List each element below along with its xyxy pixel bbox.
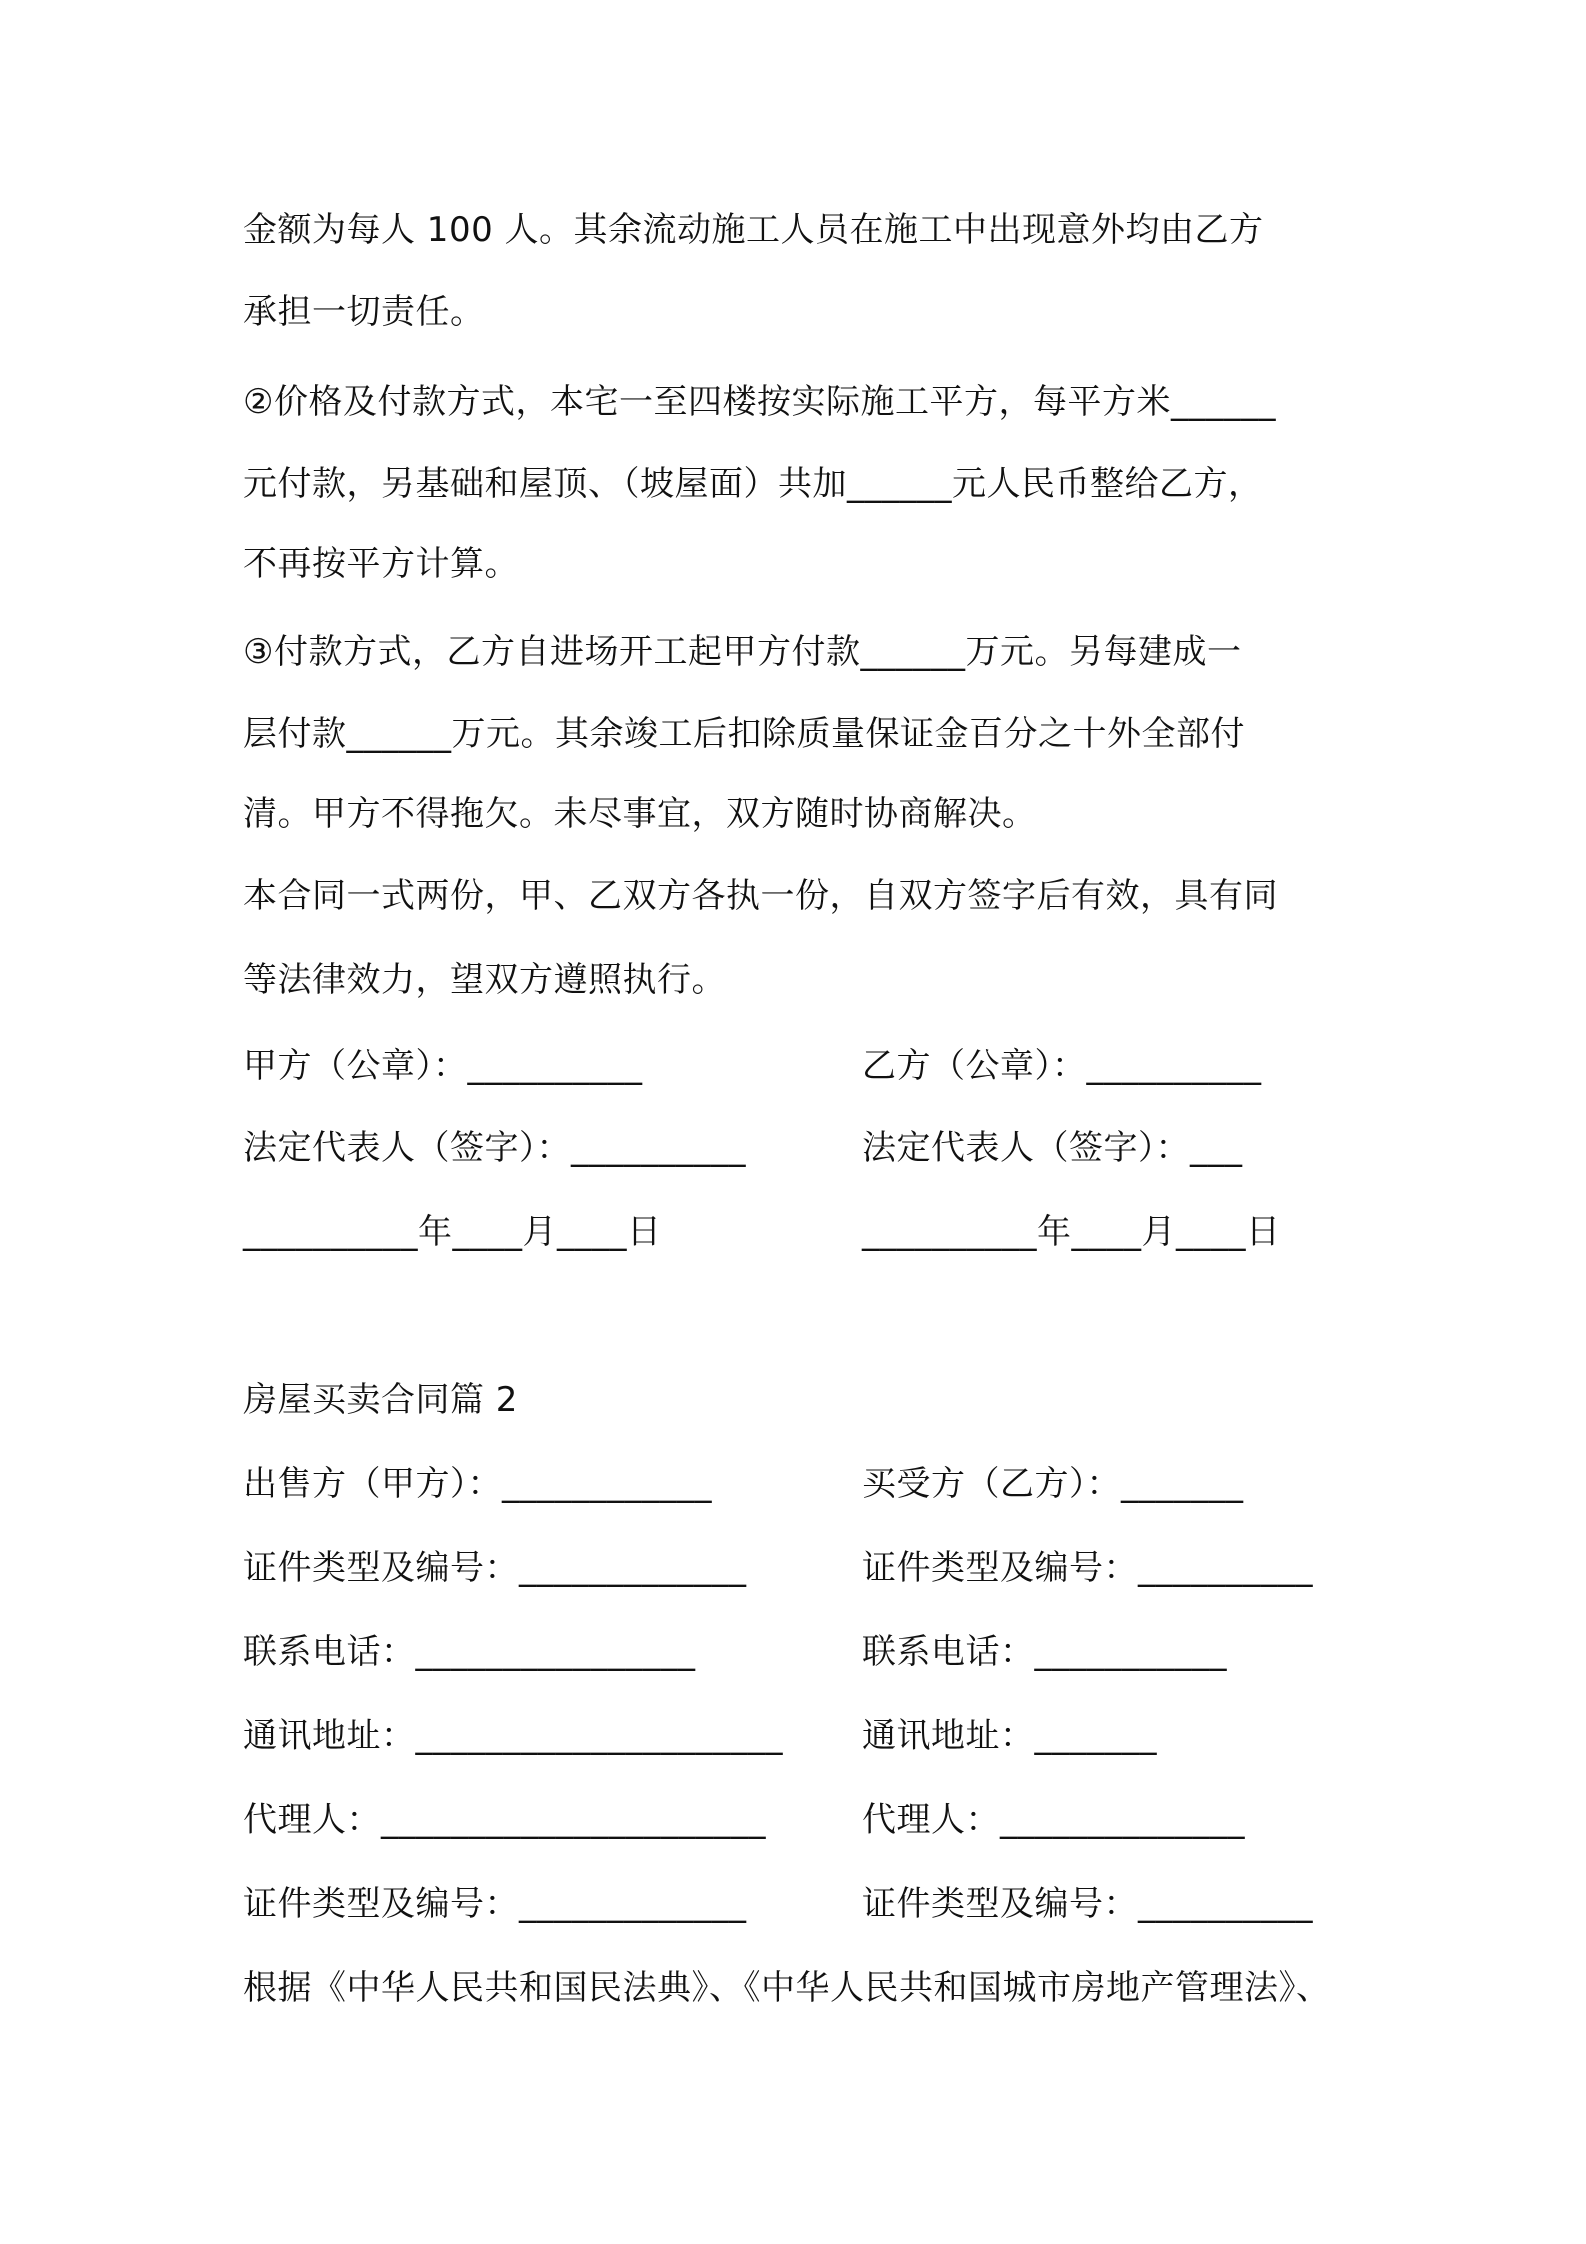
party-b-date: __________年____月____日 [862,1212,1281,1252]
body-line: ③付款方式，乙方自进场开工起甲方付款______万元。另每建成一 [243,632,1242,672]
seller-id-field: 证件类型及编号：_____________ [243,1548,747,1588]
section-title: 房屋买卖合同篇 2 [243,1380,518,1420]
party-b-representative: 法定代表人（签字）：___ [862,1128,1243,1168]
buyer-id-field: 证件类型及编号：__________ [862,1548,1313,1588]
party-a-date: __________年____月____日 [243,1212,662,1252]
buyer-field: 买受方（乙方）：_______ [862,1464,1244,1504]
party-a-representative: 法定代表人（签字）：__________ [243,1128,746,1168]
buyer-address-field: 通讯地址：_______ [862,1716,1157,1756]
body-line: ②价格及付款方式，本宅一至四楼按实际施工平方，每平方米______ [243,382,1276,422]
buyer-agent-id-field: 证件类型及编号：__________ [862,1884,1313,1924]
body-line: 金额为每人 100 人。其余流动施工人员在施工中出现意外均由乙方 [243,210,1264,250]
buyer-agent-field: 代理人：______________ [862,1800,1245,1840]
body-line: 等法律效力，望双方遵照执行。 [243,960,726,1000]
party-b-seal: 乙方（公章）：__________ [862,1046,1262,1086]
seller-address-field: 通讯地址：_____________________ [243,1716,783,1756]
party-a-seal: 甲方（公章）：__________ [243,1046,643,1086]
seller-agent-field: 代理人：______________________ [243,1800,766,1840]
closing-line: 根据《中华人民共和国民法典》、《中华人民共和国城市房地产管理法》、 [243,1968,1331,2008]
seller-agent-id-field: 证件类型及编号：_____________ [243,1884,747,1924]
buyer-phone-field: 联系电话：___________ [862,1632,1227,1672]
seller-phone-field: 联系电话：________________ [243,1632,696,1672]
body-line: 不再按平方计算。 [243,544,519,584]
seller-field: 出售方（甲方）：____________ [243,1464,712,1504]
body-line: 层付款______万元。其余竣工后扣除质量保证金百分之十外全部付 [243,714,1245,754]
body-line: 本合同一式两份，甲、乙双方各执一份，自双方签字后有效，具有同 [243,876,1278,916]
body-line: 承担一切责任。 [243,292,485,332]
body-line: 元付款，另基础和屋顶、（坡屋面）共加______元人民币整给乙方， [243,464,1263,504]
body-line: 清。甲方不得拖欠。未尽事宜，双方随时协商解决。 [243,794,1037,834]
